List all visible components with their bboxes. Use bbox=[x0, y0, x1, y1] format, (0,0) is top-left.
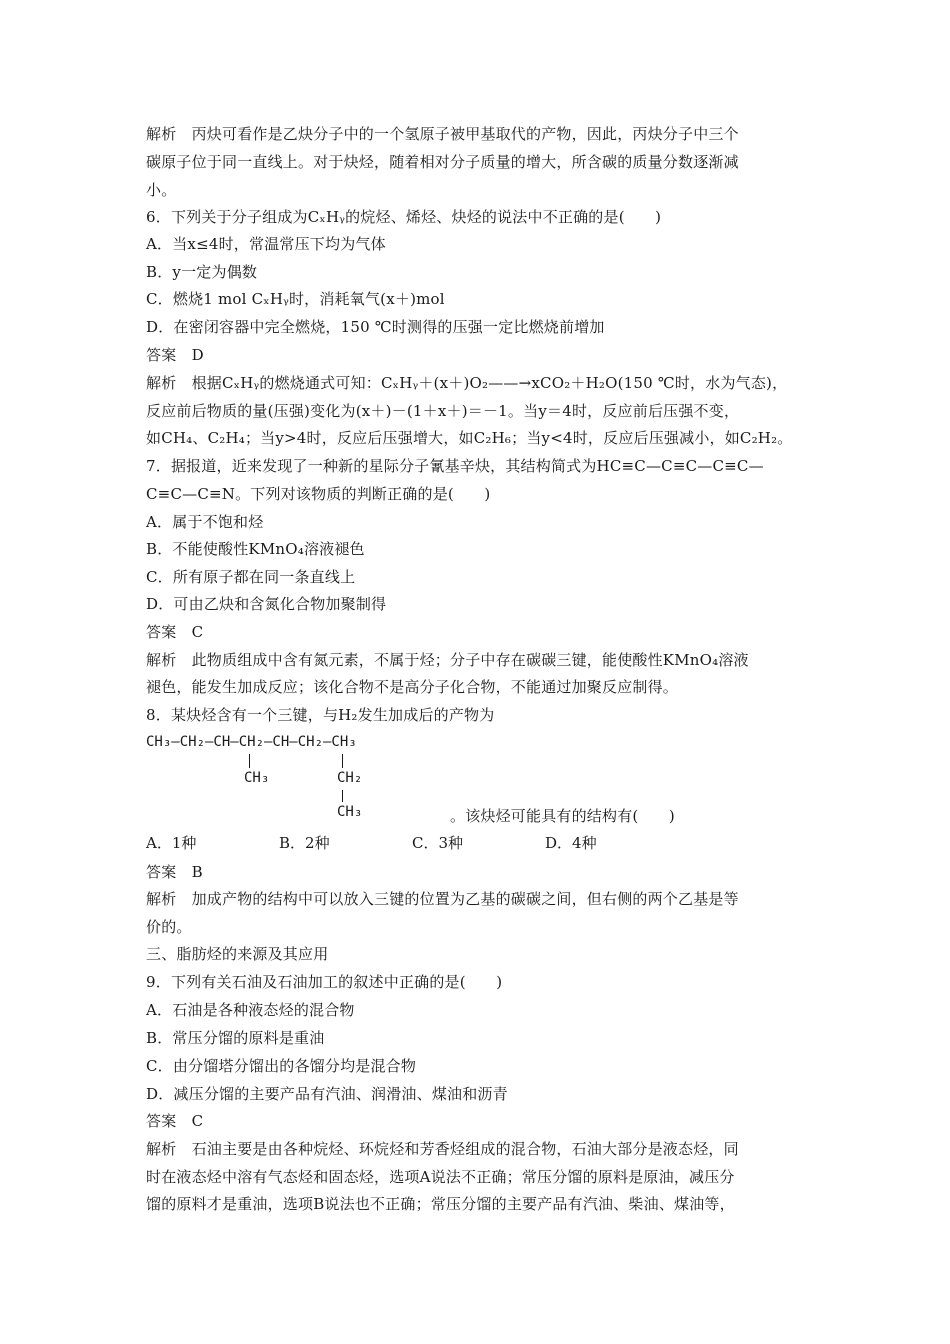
structural-formula bbox=[146, 732, 466, 824]
question-9: 9．下列有关石油及石油加工的叙述中正确的是( ) bbox=[146, 973, 503, 991]
answer-line: 答案 B bbox=[146, 863, 203, 881]
answer-line: 答案 C bbox=[146, 1112, 204, 1130]
option-c: C．由分馏塔分馏出的各馏分均是混合物 bbox=[146, 1057, 417, 1075]
option-c: C．燃烧1 mol CₓHᵧ时，消耗氧气(x＋)mol bbox=[146, 290, 445, 308]
option-b: B．2种 bbox=[279, 834, 330, 852]
question-8: 8．某炔烃含有一个三键，与H₂发生加成后的产物为 bbox=[146, 706, 495, 724]
text-line: C≡C—C≡N。下列对该物质的判断正确的是( ) bbox=[146, 485, 491, 503]
branch-methyl: CH₃ bbox=[244, 770, 270, 786]
text-line: 时在液态烃中溶有气态烃和固态烃，选项A说法不正确；常压分馏的原料是原油，减压分 bbox=[146, 1168, 735, 1186]
option-a: A．石油是各种液态烃的混合物 bbox=[146, 1001, 355, 1019]
option-d: D．4种 bbox=[545, 834, 597, 852]
text-line: 解析 丙炔可看作是乙炔分子中的一个氢原子被甲基取代的产物，因此，丙炔分子中三个 bbox=[146, 125, 739, 143]
branch-terminal-methyl: CH₃ bbox=[337, 804, 363, 820]
text-line: 馏的原料才是重油，选项B说法也不正确；常压分馏的主要产品有汽油、柴油、煤油等， bbox=[146, 1195, 735, 1213]
answer-line: 答案 D bbox=[146, 346, 204, 364]
option-d: D．减压分馏的主要产品有汽油、润滑油、煤油和沥青 bbox=[146, 1085, 508, 1103]
option-c: C．3种 bbox=[412, 834, 464, 852]
section-heading: 三、脂肪烃的来源及其应用 bbox=[146, 945, 329, 963]
analysis-line: 解析 根据CₓHᵧ的燃烧通式可知：CₓHᵧ＋(x＋)O₂——→xCO₂＋H₂O(150 ℃时，水为气态)， bbox=[146, 374, 788, 392]
text-line: 褪色，能发生加成反应；该化合物不是高分子化合物，不能通过加聚反应制得。 bbox=[146, 678, 679, 696]
branch-methylene: CH₂ bbox=[337, 770, 363, 786]
answer-line: 答案 C bbox=[146, 623, 204, 641]
text-line: 如CH₄、C₂H₄；当y>4时，反应后压强增大，如C₂H₆；当y<4时，反应后压强减小，如C₂H₂。 bbox=[146, 429, 793, 447]
bond-line bbox=[342, 790, 343, 802]
analysis-line: 解析 加成产物的结构中可以放入三键的位置为乙基的碳碳之间，但右侧的两个乙基是等 bbox=[146, 890, 739, 908]
option-d: D．在密闭容器中完全燃烧，150 ℃时测得的压强一定比燃烧前增加 bbox=[146, 318, 605, 336]
option-a: A．当x≤4时，常温常压下均为气体 bbox=[146, 235, 386, 253]
question-8-tail: 。该炔烃可能具有的结构有( ) bbox=[450, 807, 675, 825]
main-chain: CH₃—CH₂—CH—CH₂—CH—CH₂—CH₃ bbox=[146, 734, 357, 750]
analysis-line: 解析 此物质组成中含有氮元素，不属于烃；分子中存在碳碳三键，能使酸性KMnO₄溶液 bbox=[146, 651, 749, 669]
option-d: D．可由乙炔和含氮化合物加聚制得 bbox=[146, 595, 387, 613]
option-b: B．不能使酸性KMnO₄溶液褪色 bbox=[146, 540, 365, 558]
option-b: B．常压分馏的原料是重油 bbox=[146, 1029, 325, 1047]
text-line: 价的。 bbox=[146, 918, 192, 936]
bond-line bbox=[342, 754, 343, 768]
option-a: A．1种 bbox=[146, 834, 197, 852]
question-7: 7．据报道，近来发现了一种新的星际分子氰基辛炔，其结构简式为HC≡C—C≡C—C≡C— bbox=[146, 457, 764, 475]
option-a: A．属于不饱和烃 bbox=[146, 513, 264, 531]
option-b: B．y一定为偶数 bbox=[146, 263, 258, 281]
text-line: 反应前后物质的量(压强)变化为(x＋)－(1＋x＋)＝－1。当y＝4时，反应前后压强不变， bbox=[146, 402, 740, 420]
text-line: 小。 bbox=[146, 181, 177, 199]
option-c: C．所有原子都在同一条直线上 bbox=[146, 568, 356, 586]
question-6: 6．下列关于分子组成为CₓHᵧ的烷烃、烯烃、炔烃的说法中不正确的是( ) bbox=[146, 208, 662, 226]
bond-line bbox=[249, 754, 250, 768]
analysis-line: 解析 石油主要是由各种烷烃、环烷烃和芳香烃组成的混合物，石油大部分是液态烃，同 bbox=[146, 1140, 739, 1158]
text-line: 碳原子位于同一直线上。对于炔烃，随着相对分子质量的增大，所含碳的质量分数逐渐减 bbox=[146, 153, 739, 171]
